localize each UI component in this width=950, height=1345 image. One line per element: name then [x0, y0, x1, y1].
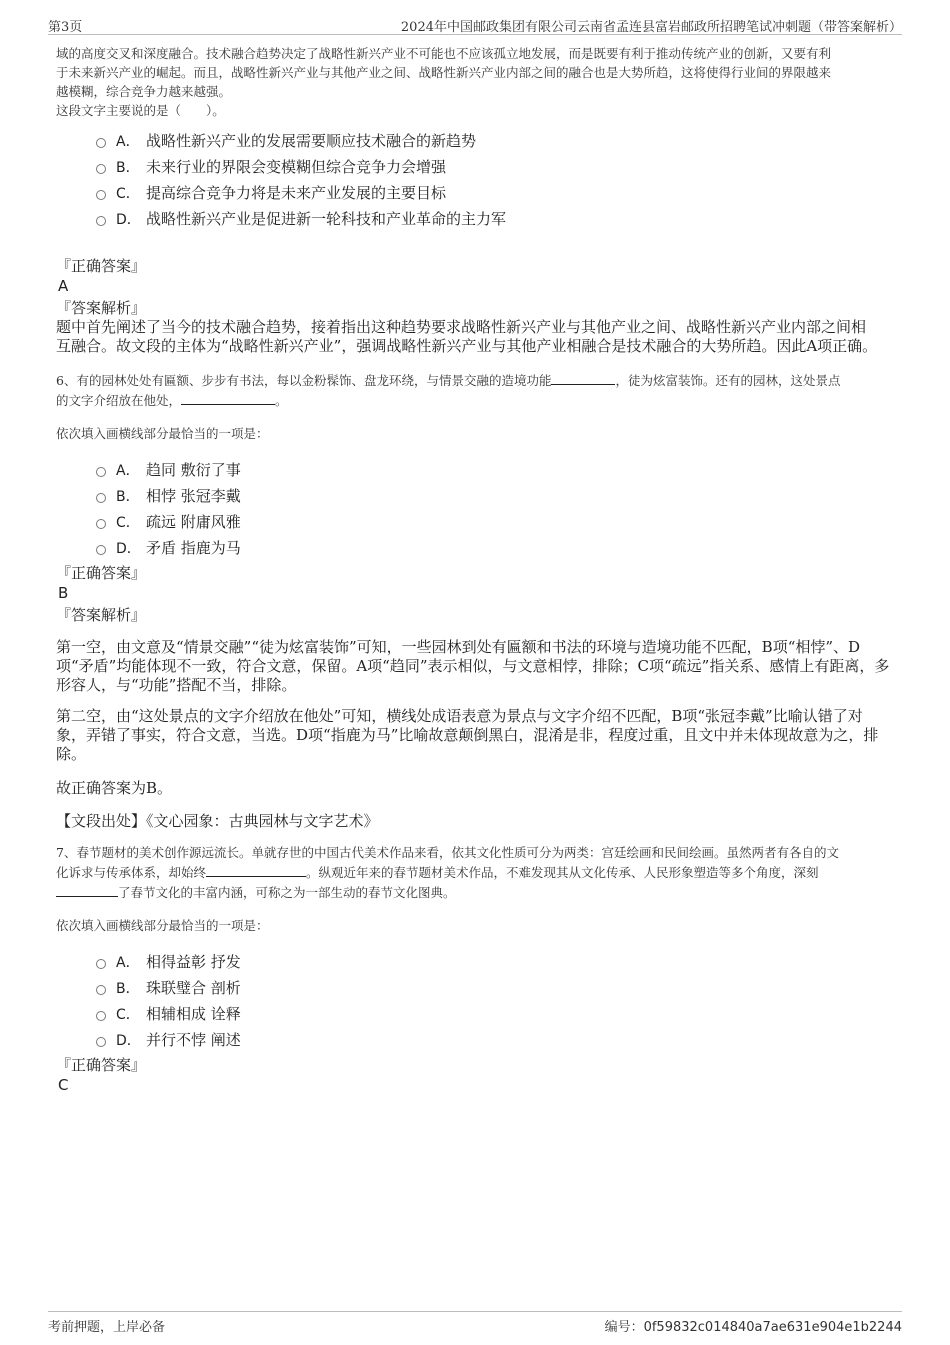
option-a[interactable]: A． 战略性新兴产业的发展需要顺应技术融合的新趋势 [96, 128, 896, 154]
analysis-label: 『答案解析』 [56, 299, 147, 317]
stem-line: 越模糊，综合竞争力越来越强。 [56, 84, 232, 99]
instruction: 依次填入画横线部分最恰当的一项是： [56, 426, 269, 441]
option-c[interactable]: C． 疏远 附庸风雅 [96, 509, 896, 535]
stem-line: 的文字介绍放在他处， 。 [56, 390, 896, 410]
radio-icon[interactable] [96, 138, 106, 148]
radio-icon[interactable] [96, 959, 106, 969]
stem-line: 域的高度交叉和深度融合。技术融合趋势决定了战略性新兴产业不可能也不应该孤立地发展，而是既要有利于推动传统产业的创新，又要有利 [56, 46, 832, 61]
question-5 [56, 44, 896, 356]
options-list [96, 457, 896, 561]
fill-blank [181, 390, 275, 405]
answer-label: 『正确答案』 [56, 257, 147, 275]
answer-value: A [58, 277, 69, 295]
option-d[interactable]: D． 矛盾 指鹿为马 [96, 535, 896, 561]
option-b[interactable]: B． 未来行业的界限会变模糊但综合竞争力会增强 [96, 154, 896, 180]
fill-blank [56, 882, 118, 897]
options-list [96, 128, 896, 232]
analysis-paragraph-2: 第二空，由“这处景点的文字介绍放在他处”可知，横线处成语表意为景点与文字介绍不匹配，B项“张冠李戴”比喻认错了对 象，弄错了事实，符合文意，当选。D项“指鹿为马”比喻故意颠倒黑白，混淆是非，程度过重，且文中并未体现故意为之，排 除。 [56, 707, 879, 763]
radio-icon[interactable] [96, 519, 106, 529]
instruction: 依次填入画横线部分最恰当的一项是： [56, 918, 269, 933]
option-b[interactable]: B． 相悖 张冠李戴 [96, 483, 896, 509]
radio-icon[interactable] [96, 216, 106, 226]
question-6 [56, 370, 896, 831]
page-header [48, 14, 902, 35]
radio-icon[interactable] [96, 493, 106, 503]
answer-value: C [58, 1076, 69, 1094]
conclusion: 故正确答案为B。 [56, 779, 173, 797]
source: 【文段出处】《文心园象：古典园林与文字艺术》 [56, 812, 379, 830]
option-a[interactable]: A． 相得益彰 抒发 [96, 949, 896, 975]
footer-slogan: 考前押题，上岸必备 [48, 1320, 166, 1335]
option-a[interactable]: A． 趋同 敷衍了事 [96, 457, 896, 483]
analysis-line: 题中首先阐述了当今的技术融合趋势，接着指出这种趋势要求战略性新兴产业与其他产业之间、战略性新兴产业内部之间相 [56, 318, 867, 336]
document-code: 编号：0f59832c014840a7ae631e904e1b2244 [604, 1320, 902, 1335]
answer-label: 『正确答案』 [56, 564, 147, 582]
radio-icon[interactable] [96, 985, 106, 995]
document-title: 2024年中国邮政集团有限公司云南省孟连县富岩邮政所招聘笔试冲刺题（带答案解析） [400, 20, 902, 35]
option-b[interactable]: B． 珠联璧合 剖析 [96, 975, 896, 1001]
radio-icon[interactable] [96, 164, 106, 174]
options-list [96, 949, 896, 1053]
analysis-line: 互融合。故文段的主体为“战略性新兴产业”，强调战略性新兴产业与其他产业相融合是技术融合的大势所趋。因此A项正确。 [56, 337, 878, 355]
stem-line: 7、春节题材的美术创作源远流长。单就存世的中国古代美术作品来看，依其文化性质可分为两类：宫廷绘画和民间绘画。虽然两者有各自的文 [56, 845, 839, 860]
page-content [56, 44, 896, 1095]
option-c[interactable]: C． 相辅相成 诠释 [96, 1001, 896, 1027]
stem-line: 了春节文化的丰富内涵，可称之为一部生动的春节文化图典。 [56, 882, 896, 902]
fill-blank [551, 370, 615, 385]
radio-icon[interactable] [96, 190, 106, 200]
radio-icon[interactable] [96, 1011, 106, 1021]
stem-line: 6、有的园林处处有匾额、步步有书法，每以金粉髹饰、盘龙环绕，与情景交融的造境功能 ，徒为炫富装饰。还有的园林，这处景点 [56, 370, 896, 390]
stem-line: 这段文字主要说的是（ ）。 [56, 103, 225, 118]
option-d[interactable]: D． 并行不悖 阐述 [96, 1027, 896, 1053]
radio-icon[interactable] [96, 467, 106, 477]
radio-icon[interactable] [96, 1037, 106, 1047]
answer-label: 『正确答案』 [56, 1056, 147, 1074]
analysis-label: 『答案解析』 [56, 606, 147, 624]
option-d[interactable]: D． 战略性新兴产业是促进新一轮科技和产业革命的主力军 [96, 206, 896, 232]
radio-icon[interactable] [96, 545, 106, 555]
answer-value: B [58, 584, 69, 602]
page-footer [48, 1311, 902, 1334]
stem-line: 化诉求与传承体系，却始终 。纵观近年来的春节题材美术作品，不难发现其从文化传承、人民形象塑造等多个角度，深刻 [56, 862, 896, 882]
stem-line: 于未来新兴产业的崛起。而且，战略性新兴产业与其他产业之间、战略性新兴产业内部之间的融合也是大势所趋，这将使得行业间的界限越来 [56, 65, 832, 80]
option-c[interactable]: C． 提高综合竞争力将是未来产业发展的主要目标 [96, 180, 896, 206]
question-7 [56, 843, 896, 1095]
fill-blank [206, 862, 306, 877]
page-number: 第3页 [48, 20, 83, 35]
analysis-paragraph-1: 第一空，由文意及“情景交融”“徒为炫富装饰”可知，一些园林到处有匾额和书法的环境与造境功能不匹配，B项“相悖”、D 项“矛盾”均能体现不一致，符合文意，保留。A项“趋同”表示相似，与文意相悖，排除；C项“疏远”指关系、感情上有距离，多 形容人，与“功能”搭配不当，排除。 [56, 638, 890, 694]
